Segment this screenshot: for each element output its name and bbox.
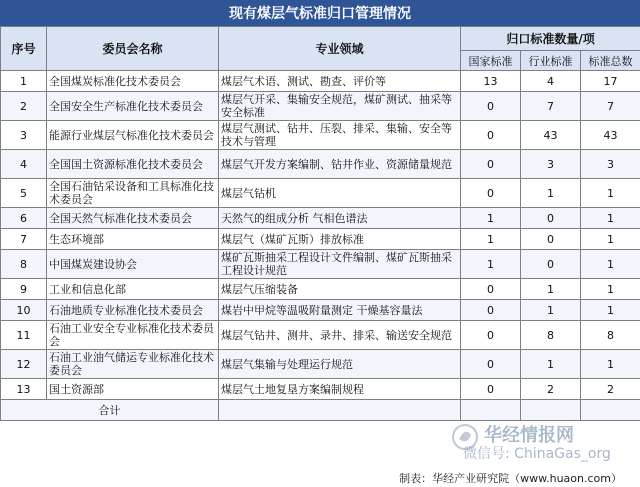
row-national: 1 [461,208,521,229]
header-national: 国家标准 [461,51,521,71]
row-committee: 中国煤炭建设协会 [47,250,219,279]
row-committee: 生态环境部 [47,229,219,250]
header-field: 专业领域 [219,27,461,71]
row-industry: 1 [521,179,581,208]
table-row [1,300,640,321]
row-total: 1 [581,179,640,208]
source-note: 制表：华经产业研究院（www.huaon.com） [399,472,622,485]
row-committee: 全国天然气标准化技术委员会 [47,208,219,229]
row-seq: 4 [1,150,47,179]
table-title: 现有煤层气标准归口管理情况 [0,0,640,26]
row-committee: 国土资源部 [47,379,219,400]
row-total: 8 [581,321,640,350]
row-committee: 石油地质专业标准化技术委员会 [47,300,219,321]
total-national [461,400,521,421]
row-total: 1 [581,229,640,250]
row-seq: 8 [1,250,47,279]
row-national: 0 [461,121,521,150]
row-committee: 全国石油钻采设备和工具标准化技术委员会 [47,179,219,208]
row-total: 3 [581,150,640,179]
row-committee: 全国煤炭标准化技术委员会 [47,71,219,92]
row-committee: 能源行业煤层气标准化技术委员会 [47,121,219,150]
row-industry: 3 [521,150,581,179]
table-row [1,71,640,92]
row-seq: 5 [1,179,47,208]
row-field: 煤层气测试、钻井、压裂、排采、集输、安全等技术与管理 [219,121,461,150]
row-field: 煤层气术语、测试、勘查、评价等 [219,71,461,92]
row-national: 0 [461,379,521,400]
row-field: 煤层气开发方案编制、钻井作业、资源储量规范 [219,150,461,179]
row-total: 7 [581,92,640,121]
row-seq: 11 [1,321,47,350]
row-national: 0 [461,321,521,350]
total-industry [521,400,581,421]
row-field: 煤层气（煤矿瓦斯）排放标准 [219,229,461,250]
row-field: 煤层气土地复垦方案编制规程 [219,379,461,400]
row-industry: 1 [521,279,581,300]
row-industry: 0 [521,229,581,250]
watermark-brand: 华经情报网 [484,425,574,446]
table-row [1,150,640,179]
row-committee: 全国安全生产标准化技术委员会 [47,92,219,121]
table-row [1,179,640,208]
row-field: 煤层气开采、集输安全规范，煤矿测试、抽采等安全标准 [219,92,461,121]
row-seq: 6 [1,208,47,229]
row-industry: 1 [521,350,581,379]
row-field: 煤矿瓦斯抽采工程设计文件编制、煤矿瓦斯抽采工程设计规范 [219,250,461,279]
table-row [1,208,640,229]
row-national: 0 [461,300,521,321]
total-field [219,400,461,421]
table-row [1,279,640,300]
row-industry: 43 [521,121,581,150]
row-national: 0 [461,150,521,179]
table-row [1,92,640,121]
row-industry: 8 [521,321,581,350]
row-seq: 1 [1,71,47,92]
row-total: 2 [581,379,640,400]
standards-table [0,26,640,421]
row-total: 1 [581,208,640,229]
row-seq: 2 [1,92,47,121]
total-row [1,400,640,421]
row-seq: 13 [1,379,47,400]
header-industry: 行业标准 [521,51,581,71]
row-seq: 7 [1,229,47,250]
row-committee: 工业和信息化部 [47,279,219,300]
row-committee: 石油工业安全专业标准化技术委员会 [47,321,219,350]
row-seq: 9 [1,279,47,300]
table-row [1,250,640,279]
row-total: 1 [581,250,640,279]
row-industry: 2 [521,379,581,400]
row-field: 煤层气钻井、测井、录井、排采、输送安全规范 [219,321,461,350]
row-industry: 0 [521,250,581,279]
row-industry: 7 [521,92,581,121]
row-total: 43 [581,121,640,150]
table-row [1,121,640,150]
row-seq: 10 [1,300,47,321]
total-total [581,400,640,421]
row-field: 煤层气集输与处理运行规范 [219,350,461,379]
row-national: 1 [461,229,521,250]
row-national: 0 [461,92,521,121]
row-field: 煤层气压缩装备 [219,279,461,300]
total-label: 合计 [1,400,219,421]
footer [0,466,640,487]
row-field: 天然气的组成分析 气相色谱法 [219,208,461,229]
row-seq: 3 [1,121,47,150]
table-row [1,321,640,350]
row-industry: 0 [521,208,581,229]
row-national: 1 [461,250,521,279]
row-industry: 1 [521,300,581,321]
row-national: 0 [461,179,521,208]
header-committee: 委员会名称 [47,27,219,71]
watermark-wechat: 微信号: ChinaGas_org [463,446,611,462]
row-national: 0 [461,279,521,300]
row-industry: 4 [521,71,581,92]
table-row [1,379,640,400]
header-standard-count: 归口标准数量/项 [461,27,640,51]
row-total: 1 [581,279,640,300]
header-seq: 序号 [1,27,47,71]
row-field: 煤层气钻机 [219,179,461,208]
header-total: 标准总数 [581,51,640,71]
row-total: 1 [581,350,640,379]
table-row [1,229,640,250]
table-row [1,350,640,379]
row-national: 0 [461,350,521,379]
row-field: 煤岩中甲烷等温吸附量测定 干燥基容量法 [219,300,461,321]
row-total: 17 [581,71,640,92]
row-seq: 12 [1,350,47,379]
row-committee: 全国国土资源标准化技术委员会 [47,150,219,179]
row-total: 1 [581,300,640,321]
row-committee: 石油工业油气储运专业标准化技术委员会 [47,350,219,379]
row-national: 13 [461,71,521,92]
